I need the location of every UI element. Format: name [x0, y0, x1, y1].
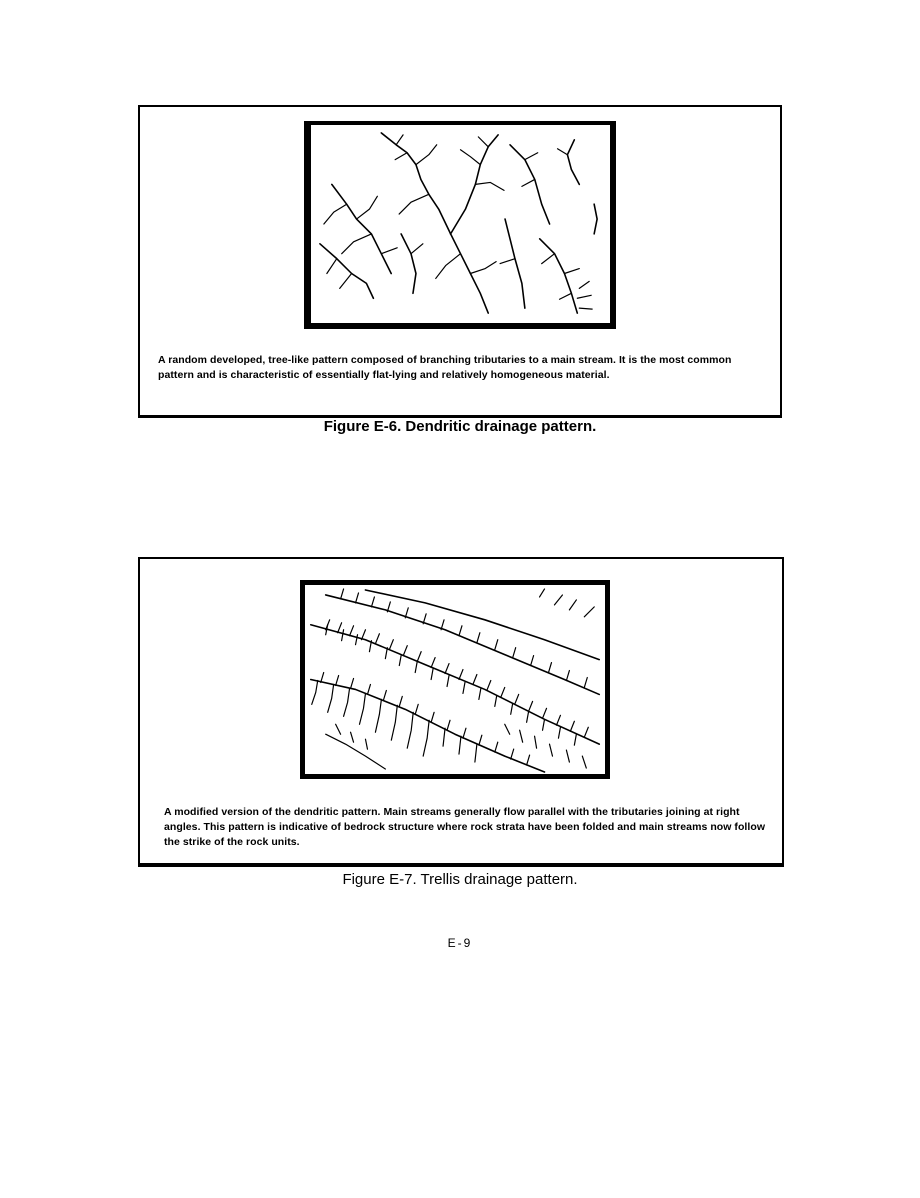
figure-e7-caption: Figure E-7. Trellis drainage pattern.: [342, 871, 578, 888]
page-number: E-9: [447, 936, 473, 950]
figure-e7-box: [138, 557, 784, 867]
dendritic-drainage-illustration: [311, 125, 610, 323]
figure-e6-box: [138, 105, 782, 418]
trellis-drainage-illustration: [305, 585, 605, 774]
figure-e7-description: A modified version of the dendritic pattern. Main streams generally flow parallel with the tributaries joining at right angles. This pattern is indicative of bedrock structure where rock strata have been folded and main streams now follow the strike of the rock units.: [164, 806, 766, 848]
figure-e6-caption: Figure E-6. Dendritic drainage pattern.: [323, 418, 597, 435]
trellis-pattern-map: [300, 580, 610, 779]
figure-e6-description: A random developed, tree-like pattern composed of branching tributaries to a main stream. It is the most common pattern and is characteristic of essentially flat-lying and relatively homogeneous material.: [158, 354, 732, 381]
dendritic-pattern-map: [304, 121, 616, 329]
